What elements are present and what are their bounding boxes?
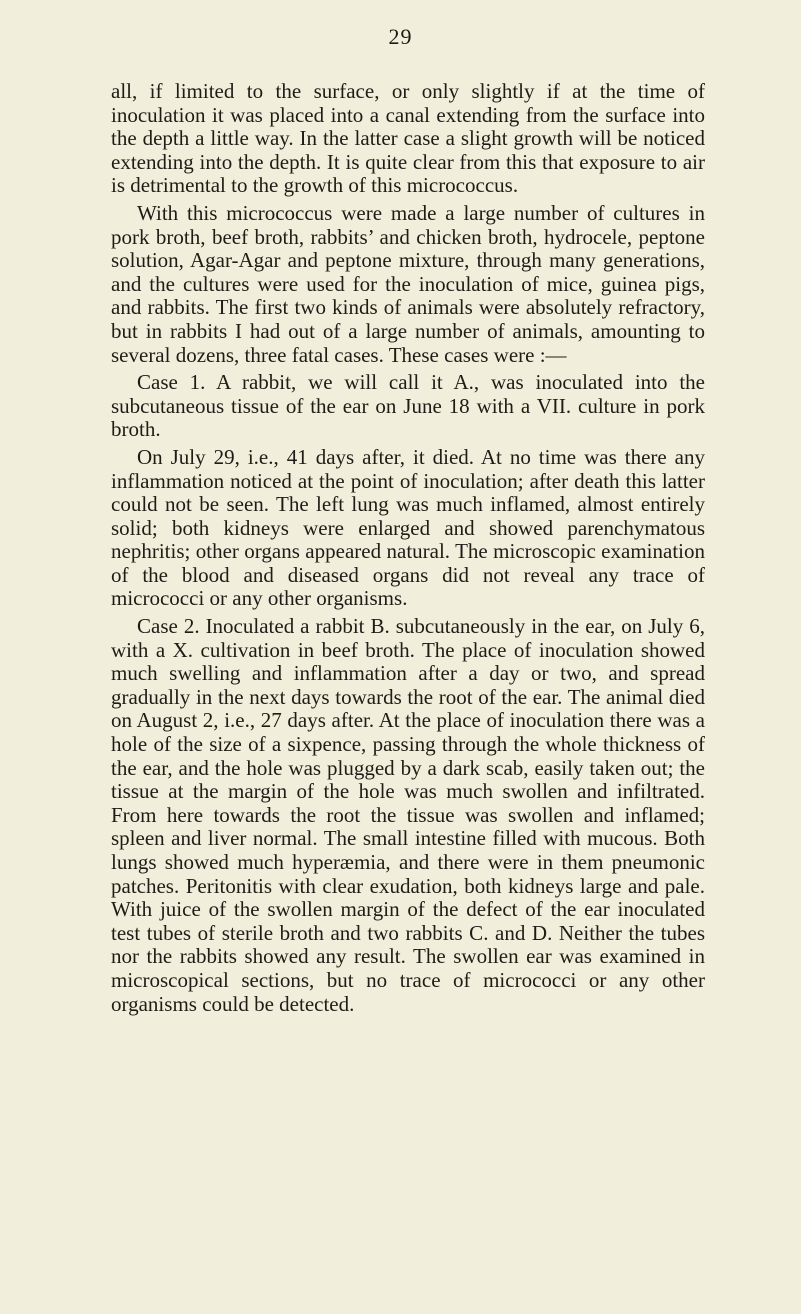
paragraph-case-1: Case 1. A rabbit, we will call it A., was inoculated into the subcutaneous tissue of the ear on June 18 with a VII. culture in pork broth. bbox=[111, 370, 705, 442]
paragraph-case-2: Case 2. Inoculated a rabbit B. subcutaneously in the ear, on July 6, with a X. cultivation in beef broth. The place of inoculation showed much swelling and inflammation after a day or two, and spread gradually in the next days towards the root of the ear. The animal died on August 2, i.e., 27 days after. At the place of inoculation there was a hole of the size of a sixpence, passing through the whole thickness of the ear, and the hole was plugged by a dark scab, easily taken out; the tissue at the margin of the hole was much swollen and infiltrated. From here towards the root the tissue was swollen and inflamed; spleen and liver normal. The small intestine filled with mucous. Both lungs showed much hyperæmia, and there were in them pneumonic patches. Peritonitis with clear exudation, both kidneys large and pale. With juice of the swollen margin of the defect of the ear inoculated test tubes of sterile broth and two rabbits C. and D. Neither the tubes nor the rabbits showed any result. The swollen ear was examined in microscopical sections, but no trace of micrococci or any other organisms could be detected. bbox=[111, 614, 705, 1016]
body-text bbox=[111, 80, 705, 1016]
page-number: 29 bbox=[388, 24, 413, 49]
paragraph-case-1-death: On July 29, i.e., 41 days after, it died. At no time was there any inflammation noticed at the point of inoculation; after death this latter could not be seen. The left lung was much inflamed, almost entirely solid; both kidneys were enlarged and showed parenchymatous nephritis; other organs appeared natural. The microscopic examination of the blood and diseased organs did not reveal any trace of micrococci or any other organisms. bbox=[111, 444, 705, 611]
paragraph-continuation: all, if limited to the surface, or only slightly if at the time of inoculation it was placed into a canal extending from the surface into the depth a little way. In the latter case a slight growth will be noticed extending into the depth. It is quite clear from this that exposure to air is detrimental to the growth of this micrococcus. bbox=[111, 79, 705, 198]
paragraph-cultures: With this micrococcus were made a large number of cultures in pork broth, beef broth, rabbits’ and chicken broth, hydrocele, peptone solution, Agar-Agar and peptone mixture, through many generations, and the cultures were used for the inoculation of mice, guinea pigs, and rabbits. The first two kinds of animals were absolutely refractory, but in rabbits I had out of a large number of animals, amounting to several dozens, three fatal cases. These cases were :— bbox=[111, 200, 705, 367]
